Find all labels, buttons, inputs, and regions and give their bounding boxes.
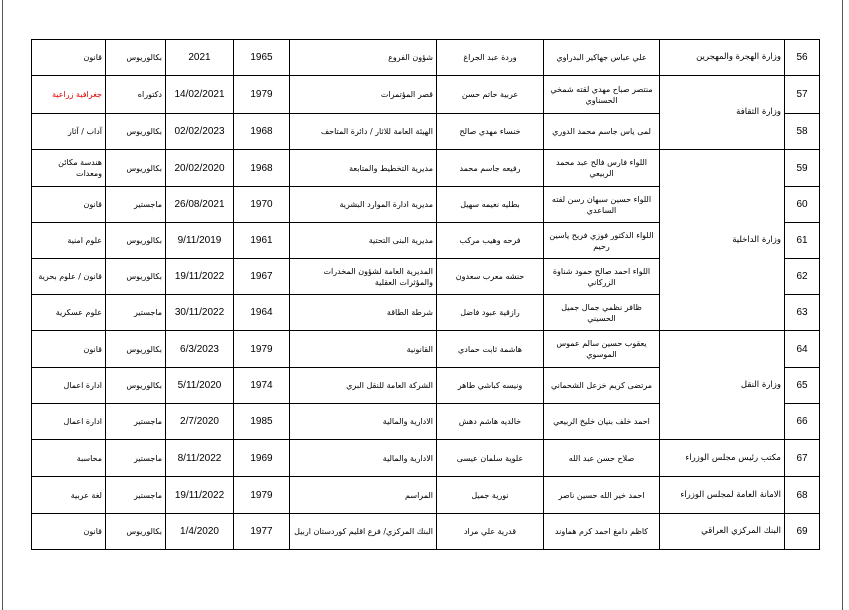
department-cell: شؤون الفروع xyxy=(290,40,437,76)
name-cell: اللواء احمد صالح حمود شناوة الزركاني xyxy=(544,259,660,295)
page-border-left xyxy=(2,0,3,610)
degree-cell: ماجستير xyxy=(106,404,166,440)
birth-year-cell: 1968 xyxy=(234,150,290,187)
mother-name-cell: خالديه هاشم دهش xyxy=(437,404,544,440)
row-number: 62 xyxy=(785,259,820,295)
specialization-cell: ادارة اعمال xyxy=(32,368,106,404)
degree-cell: بكالوريوس xyxy=(106,368,166,404)
department-cell: الشركة العامة للنقل البري xyxy=(290,368,437,404)
date-cell: 19/11/2022 xyxy=(166,259,234,295)
date-cell: 02/02/2023 xyxy=(166,114,234,150)
birth-year-cell: 1965 xyxy=(234,40,290,76)
mother-name-cell: حنشه معرب سعدون xyxy=(437,259,544,295)
date-cell: 8/11/2022 xyxy=(166,440,234,477)
row-number: 57 xyxy=(785,76,820,114)
officials-table xyxy=(31,39,820,550)
mother-name-cell: وردة عبد الجراغ xyxy=(437,40,544,76)
department-cell: البنك المركزي/ فرع اقليم كوردستان اربيل xyxy=(290,514,437,550)
row-number: 64 xyxy=(785,331,820,368)
row-number: 65 xyxy=(785,368,820,404)
ministry-cell: الامانة العامة لمجلس الوزراء xyxy=(660,477,785,514)
name-cell: مرتضى كريم خزعل الشحماني xyxy=(544,368,660,404)
table-row xyxy=(32,440,820,477)
date-cell: 14/02/2021 xyxy=(166,76,234,114)
table-row xyxy=(32,514,820,550)
ministry-cell: وزارة النقل xyxy=(660,331,785,440)
mother-name-cell: هاشمة ثابت حمادي xyxy=(437,331,544,368)
page-border-right xyxy=(842,0,843,610)
birth-year-cell: 1974 xyxy=(234,368,290,404)
row-number: 67 xyxy=(785,440,820,477)
department-cell: قصر المؤتمرات xyxy=(290,76,437,114)
date-cell: 26/08/2021 xyxy=(166,187,234,223)
row-number: 61 xyxy=(785,223,820,259)
ministry-cell: البنك المركزي العراقي xyxy=(660,514,785,550)
table-row xyxy=(32,76,820,114)
birth-year-cell: 1985 xyxy=(234,404,290,440)
row-number: 56 xyxy=(785,40,820,76)
table-row xyxy=(32,477,820,514)
mother-name-cell: نورية جميل xyxy=(437,477,544,514)
degree-cell: بكالوريوس xyxy=(106,40,166,76)
date-cell: 20/02/2020 xyxy=(166,150,234,187)
birth-year-cell: 1977 xyxy=(234,514,290,550)
mother-name-cell: بطليه نعيمه سهيل xyxy=(437,187,544,223)
name-cell: كاظم دامغ احمد كرم هماوند xyxy=(544,514,660,550)
degree-cell: دكتوراه xyxy=(106,76,166,114)
row-number: 60 xyxy=(785,187,820,223)
ministry-cell: مكتب رئيس مجلس الوزراء xyxy=(660,440,785,477)
name-cell: علي عباس جهاكير البدراوي xyxy=(544,40,660,76)
table-row xyxy=(32,331,820,368)
specialization-cell: جغرافية زراعية xyxy=(32,76,106,114)
table-row xyxy=(32,150,820,187)
row-number: 68 xyxy=(785,477,820,514)
birth-year-cell: 1979 xyxy=(234,477,290,514)
name-cell: اللواء حسين سبهان رسن لفته الساعدي xyxy=(544,187,660,223)
department-cell: مديرية البنى التحتية xyxy=(290,223,437,259)
specialization-cell: علوم امنية xyxy=(32,223,106,259)
specialization-cell: قانون xyxy=(32,331,106,368)
table-row xyxy=(32,40,820,76)
specialization-cell: قانون xyxy=(32,187,106,223)
name-cell: يعقوب حسين سالم عموس الموسوي xyxy=(544,331,660,368)
name-cell: صلاح حسن عبد الله xyxy=(544,440,660,477)
department-cell: الادارية والمالية xyxy=(290,440,437,477)
degree-cell: ماجستير xyxy=(106,477,166,514)
degree-cell: ماجستير xyxy=(106,295,166,331)
name-cell: اللواء فارس فالح عبد محمد الربيعي xyxy=(544,150,660,187)
specialization-cell: آداب / آثار xyxy=(32,114,106,150)
mother-name-cell: خنساء مهدي صالح xyxy=(437,114,544,150)
birth-year-cell: 1967 xyxy=(234,259,290,295)
row-number: 59 xyxy=(785,150,820,187)
specialization-cell: قانون xyxy=(32,514,106,550)
specialization-cell: لغة عربية xyxy=(32,477,106,514)
date-cell: 2021 xyxy=(166,40,234,76)
department-cell: مديرية ادارة الموارد البشرية xyxy=(290,187,437,223)
date-cell: 2/7/2020 xyxy=(166,404,234,440)
name-cell: احمد خير الله حسين ناصر xyxy=(544,477,660,514)
department-cell: الهيئة العامة للاثار / دائرة المتاحف xyxy=(290,114,437,150)
degree-cell: بكالوريوس xyxy=(106,150,166,187)
department-cell: المراسم xyxy=(290,477,437,514)
specialization-cell: علوم عسكرية xyxy=(32,295,106,331)
specialization-cell: قانون xyxy=(32,40,106,76)
department-cell: القانونية xyxy=(290,331,437,368)
row-number: 69 xyxy=(785,514,820,550)
birth-year-cell: 1979 xyxy=(234,331,290,368)
name-cell: اللواء الدكتور فوزي فريح ياسين رحيم xyxy=(544,223,660,259)
date-cell: 30/11/2022 xyxy=(166,295,234,331)
birth-year-cell: 1969 xyxy=(234,440,290,477)
birth-year-cell: 1961 xyxy=(234,223,290,259)
department-cell: مديرية التخطيط والمتابعة xyxy=(290,150,437,187)
date-cell: 6/3/2023 xyxy=(166,331,234,368)
department-cell: شرطة الطاقة xyxy=(290,295,437,331)
birth-year-cell: 1979 xyxy=(234,76,290,114)
mother-name-cell: رفيعه جاسم محمد xyxy=(437,150,544,187)
name-cell: ظافر نظمي جمال جميل الحسيني xyxy=(544,295,660,331)
ministry-cell: وزارة الداخلية xyxy=(660,150,785,331)
mother-name-cell: فرحه وهيب مركب xyxy=(437,223,544,259)
birth-year-cell: 1970 xyxy=(234,187,290,223)
specialization-cell: ادارة اعمال xyxy=(32,404,106,440)
degree-cell: بكالوريوس xyxy=(106,514,166,550)
date-cell: 9/11/2019 xyxy=(166,223,234,259)
degree-cell: بكالوريوس xyxy=(106,223,166,259)
row-number: 66 xyxy=(785,404,820,440)
degree-cell: بكالوريوس xyxy=(106,114,166,150)
degree-cell: ماجستير xyxy=(106,187,166,223)
ministry-cell: وزارة الهجرة والمهجرين xyxy=(660,40,785,76)
birth-year-cell: 1964 xyxy=(234,295,290,331)
ministry-cell: وزارة الثقافة xyxy=(660,76,785,150)
row-number: 63 xyxy=(785,295,820,331)
degree-cell: بكالوريوس xyxy=(106,259,166,295)
date-cell: 19/11/2022 xyxy=(166,477,234,514)
specialization-cell: هندسة مكائن ومعدات xyxy=(32,150,106,187)
mother-name-cell: قدرية علي مراد xyxy=(437,514,544,550)
mother-name-cell: ونيسه كباشي طاهر xyxy=(437,368,544,404)
name-cell: لمى ياس جاسم محمد الدوري xyxy=(544,114,660,150)
row-number: 58 xyxy=(785,114,820,150)
specialization-cell: قانون / علوم بحرية xyxy=(32,259,106,295)
department-cell: المديرية العامة لشؤون المخدرات والمؤثرات العقلية xyxy=(290,259,437,295)
birth-year-cell: 1968 xyxy=(234,114,290,150)
name-cell: احمد خلف بنيان خليخ الربيعي xyxy=(544,404,660,440)
mother-name-cell: عربية حاتم حسن xyxy=(437,76,544,114)
specialization-cell: محاسبة xyxy=(32,440,106,477)
department-cell: الادارية والمالية xyxy=(290,404,437,440)
date-cell: 5/11/2020 xyxy=(166,368,234,404)
name-cell: منتصر صباح مهدي لقته شمخي الحسناوي xyxy=(544,76,660,114)
degree-cell: ماجستير xyxy=(106,440,166,477)
mother-name-cell: رازقية عبود فاضل xyxy=(437,295,544,331)
degree-cell: بكالوريوس xyxy=(106,331,166,368)
date-cell: 1/4/2020 xyxy=(166,514,234,550)
mother-name-cell: علوية سلمان عيسى xyxy=(437,440,544,477)
